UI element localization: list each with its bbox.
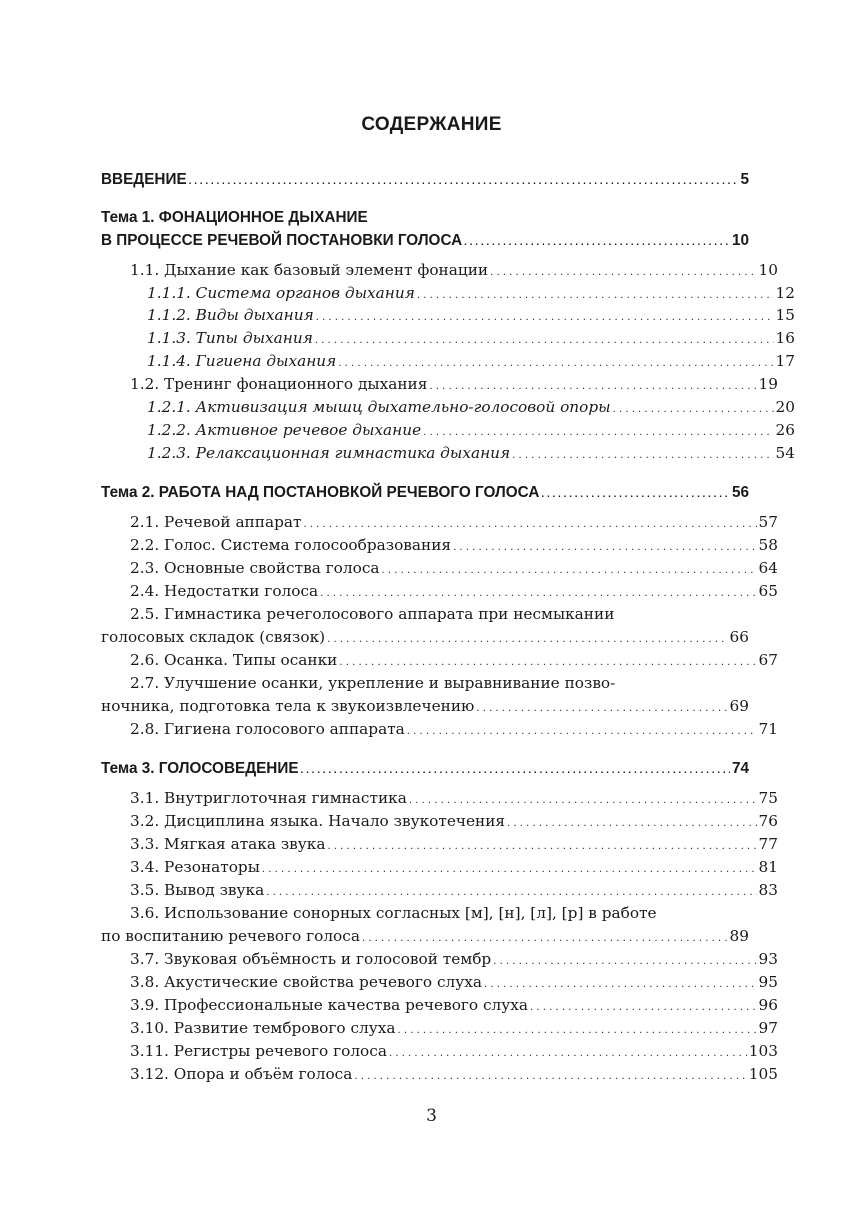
toc-entry-text: 2.5. Гимнастика речеголосового аппарата при несмыкании <box>130 605 615 623</box>
toc-entry <box>101 925 749 948</box>
toc-entry-text: 3.4. Резонаторы <box>130 858 260 876</box>
toc-entry <box>101 259 778 282</box>
leader-dots <box>389 1042 747 1065</box>
toc-entry-text: 2.3. Основные свойства голоса <box>130 559 380 577</box>
toc-entry-text: Тема 3. ГОЛОСОВЕДЕНИЕ <box>101 760 299 777</box>
toc-entry <box>101 1063 778 1086</box>
toc-entry-page: 77 <box>758 835 778 853</box>
leader-dots <box>613 398 774 421</box>
toc-entry <box>101 396 795 419</box>
toc-entry-page: 16 <box>775 329 795 347</box>
toc-entry-page: 10 <box>758 261 778 279</box>
toc-entry-page: 75 <box>758 789 778 807</box>
toc-entry <box>101 810 778 833</box>
toc-entry-text: 1.2. Тренинг фонационного дыхания <box>130 375 428 393</box>
toc-entry-text: 2.1. Речевой аппарат <box>130 513 302 531</box>
toc-entry-page: 15 <box>775 306 795 324</box>
toc-entry-topic3 <box>101 757 749 780</box>
toc-entry-page: 10 <box>731 232 749 249</box>
leader-dots <box>301 759 730 782</box>
toc-entry-text: 3.8. Акустические свойства речевого слуха <box>130 973 482 991</box>
leader-dots <box>429 375 756 398</box>
page-title: СОДЕРЖАНИЕ <box>361 114 502 135</box>
leader-dots <box>327 835 756 858</box>
leader-dots <box>476 697 727 720</box>
toc-entry-page: 67 <box>758 651 778 669</box>
toc-entry <box>101 327 795 350</box>
toc-entry-page: 81 <box>758 858 778 876</box>
toc-entry-text: 2.7. Улучшение осанки, укрепление и выравнивание позво- <box>130 674 616 692</box>
toc-entry-line1 <box>101 902 778 925</box>
toc-entry-text: 3.3. Мягкая атака звука <box>130 835 326 853</box>
toc-entry-page: 96 <box>758 996 778 1014</box>
leader-dots <box>530 996 757 1019</box>
toc-entry <box>101 787 778 810</box>
toc-entry <box>101 626 749 649</box>
toc-entry-page: 103 <box>748 1042 778 1060</box>
toc-entry <box>101 442 795 465</box>
toc-entry-page: 58 <box>758 536 778 554</box>
toc-entry <box>101 718 778 741</box>
toc-entry-page: 89 <box>729 927 749 945</box>
toc-entry-page: 26 <box>775 421 795 439</box>
toc-entry <box>101 350 795 373</box>
toc-entry-topic1-line1 <box>101 206 749 229</box>
toc-entry <box>101 856 778 879</box>
toc-entry-page: 20 <box>775 398 795 416</box>
toc-entry-page: 5 <box>740 171 749 188</box>
leader-dots <box>266 881 756 904</box>
toc-entry <box>101 1017 778 1040</box>
toc-entry-page: 83 <box>758 881 778 899</box>
toc-entry <box>101 373 778 396</box>
toc-entry <box>101 948 778 971</box>
toc-entry-text: ночника, подготовка тела к звукоизвлечению <box>101 697 475 715</box>
toc-entry-text: 1.1.2. Виды дыхания <box>147 306 314 324</box>
leader-dots <box>507 812 756 835</box>
toc-entry-line1 <box>101 603 778 626</box>
toc-entry-page: 17 <box>775 352 795 370</box>
leader-dots <box>339 651 756 674</box>
toc-entry-page: 93 <box>758 950 778 968</box>
leader-dots <box>407 720 757 743</box>
toc-entry-text: 3.2. Дисциплина языка. Начало звукотечения <box>130 812 506 830</box>
leader-dots <box>453 536 756 559</box>
toc-entry-page: 71 <box>758 720 778 738</box>
toc-entry-page: 76 <box>758 812 778 830</box>
toc-entry-page: 12 <box>775 284 795 302</box>
toc-entry <box>101 1040 778 1063</box>
toc-entry-topic1 <box>101 229 749 252</box>
toc-entry-text: 1.1.1. Система органов дыхания <box>147 284 415 302</box>
leader-dots <box>464 231 730 254</box>
leader-dots <box>262 858 757 881</box>
leader-dots <box>382 559 757 582</box>
toc-entry-text: 1.2.2. Активное речевое дыхание <box>147 421 422 439</box>
page-number: 3 <box>426 1106 437 1126</box>
toc-entry-text: 2.8. Гигиена голосового аппарата <box>130 720 405 738</box>
leader-dots <box>484 973 757 996</box>
toc-entry-page: 57 <box>758 513 778 531</box>
leader-dots <box>490 261 756 284</box>
leader-dots <box>320 582 756 605</box>
toc-entry <box>101 649 778 672</box>
toc-entry-text: ВВЕДЕНИЕ <box>101 171 187 188</box>
toc-entry-topic2 <box>101 481 749 504</box>
leader-dots <box>303 513 756 536</box>
toc-entry <box>101 833 778 856</box>
toc-entry-page: 56 <box>731 484 749 501</box>
toc-entry-text: В ПРОЦЕССЕ РЕЧЕВОЙ ПОСТАНОВКИ ГОЛОСА <box>101 232 463 249</box>
toc-entry-text: 1.1.4. Гигиена дыхания <box>147 352 337 370</box>
toc-entry-page: 64 <box>758 559 778 577</box>
toc-entry-text: 3.12. Опора и объём голоса <box>130 1065 353 1083</box>
toc-entry-page: 19 <box>758 375 778 393</box>
leader-dots <box>512 444 773 467</box>
toc-entry-page: 95 <box>758 973 778 991</box>
leader-dots <box>541 483 730 506</box>
toc-entry-page: 97 <box>758 1019 778 1037</box>
toc-entry-text: 1.2.1. Активизация мышц дыхательно-голосовой опоры <box>147 398 611 416</box>
toc-entry-text: 3.1. Внутриглоточная гимнастика <box>130 789 407 807</box>
toc-entry <box>101 971 778 994</box>
toc-entry-text: 1.2.3. Релаксационная гимнастика дыхания <box>147 444 511 462</box>
toc-entry-page: 54 <box>775 444 795 462</box>
toc-entry <box>101 419 795 442</box>
toc-entry-text: 3.7. Звуковая объёмность и голосовой тембр <box>130 950 492 968</box>
toc-entry <box>101 879 778 902</box>
toc-entry-page: 65 <box>758 582 778 600</box>
toc-entry-page: 66 <box>729 628 749 646</box>
toc-entry-text: 2.2. Голос. Система голосообразования <box>130 536 452 554</box>
leader-dots <box>189 170 739 193</box>
leader-dots <box>409 789 757 812</box>
toc-entry-text: 2.4. Недостатки голоса <box>130 582 319 600</box>
toc-entry-text: голосовых складок (связок) <box>101 628 326 646</box>
toc-entry <box>101 282 795 305</box>
toc-entry-text: Тема 1. ФОНАЦИОННОЕ ДЫХАНИЕ <box>101 209 368 226</box>
toc-entry-text: 3.9. Профессиональные качества речевого слуха <box>130 996 529 1014</box>
toc-entry-text: 3.10. Развитие тембрового слуха <box>130 1019 396 1037</box>
toc-entry <box>101 557 778 580</box>
leader-dots <box>327 628 727 651</box>
leader-dots <box>354 1065 746 1088</box>
toc-entry-text: 1.1.3. Типы дыхания <box>147 329 313 347</box>
leader-dots <box>493 950 756 973</box>
toc-entry-line1 <box>101 672 778 695</box>
toc-entry <box>101 695 749 718</box>
toc-entry-text: 3.6. Использование сонорных согласных [м], [н], [л], [р] в работе <box>130 904 657 922</box>
toc-entry <box>101 511 778 534</box>
toc-entry <box>101 994 778 1017</box>
toc-entry-text: 3.5. Вывод звука <box>130 881 265 899</box>
toc-entry <box>101 304 795 327</box>
leader-dots <box>316 306 774 329</box>
toc-entry-page: 74 <box>731 760 749 777</box>
toc-entry-text: по воспитанию речевого голоса <box>101 927 360 945</box>
leader-dots <box>362 927 728 950</box>
toc-entry <box>101 534 778 557</box>
toc-entry-text: Тема 2. РАБОТА НАД ПОСТАНОВКОЙ РЕЧЕВОГО ГОЛОСА <box>101 484 540 501</box>
toc-entry-introduction <box>101 168 749 191</box>
leader-dots <box>423 421 773 444</box>
toc-entry-page: 105 <box>748 1065 778 1083</box>
leader-dots <box>315 329 774 352</box>
toc-entry-text: 2.6. Осанка. Типы осанки <box>130 651 338 669</box>
leader-dots <box>338 352 773 375</box>
toc-entry-text: 3.11. Регистры речевого голоса <box>130 1042 387 1060</box>
toc-entry-page: 69 <box>729 697 749 715</box>
toc-entry-text: 1.1. Дыхание как базовый элемент фонации <box>130 261 489 279</box>
leader-dots <box>398 1019 757 1042</box>
toc-entry <box>101 580 778 603</box>
